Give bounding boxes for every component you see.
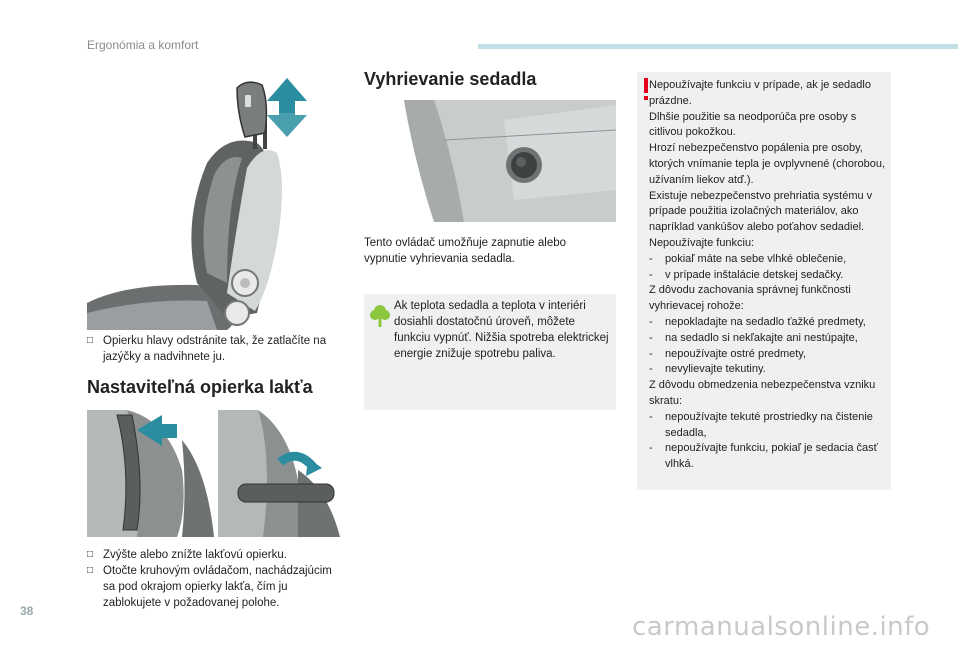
dash-mark: - [649,347,653,360]
warning-line: Existuje nebezpečenstvo prehriatia systému v prípade použitia izolačných materiálov, ako napríklad vankúšov alebo poťahov sedadiel. [649,189,873,234]
armrest-raise-illustration [87,410,214,537]
warning-dash-item [649,315,887,331]
headrest-caption: □ Opierku hlavy odstránite tak, že zatlačíte na jazýčky a nadvihnete ju. [87,335,327,363]
eco-tip-text: Ak teplota sedadla a teplota v interiéri dosiahli dostatočnú úroveň, môžete funkciu vypnúť. Nižšia spotreba elektrickej energie znižuje spotrebu paliva. [394,300,609,360]
warning-line: Dlhšie použitie sa neodporúča pre osoby s citlivou pokožkou. [649,110,857,139]
eco-tip-box [364,294,616,410]
warning-line: Z dôvodu zachovania správnej funkčnosti vyhrievacej rohože: [649,284,851,313]
dash-mark: - [649,268,653,281]
list-item: □ Otočte kruhovým ovládačom, nachádzajúcim sa pod okrajom opierky lakťa, čím ju zablokujete v požadovanej polohe. [87,565,332,609]
heating-title: Vyhrievanie sedadla [364,69,537,89]
warning-line: Nepoužívajte funkciu: [649,236,755,249]
seat-heating-control-illustration [364,100,616,222]
warning-box [637,72,891,490]
warning-dash-text: pokiaľ máte na sebe vlhké oblečenie, [665,252,847,265]
warning-dash-text: nepoužívajte ostré predmety, [665,347,807,360]
warning-dash-text: nevylievajte tekutiny. [665,363,766,376]
armrest-title: Nastaviteľná opierka lakťa [87,377,313,397]
dash-mark: - [649,331,653,344]
dash-mark: - [649,315,653,328]
heating-description: Tento ovládač umožňuje zapnutie alebo vypnutie vyhrievania sedadla. [364,237,567,265]
exclamation-icon [643,78,649,100]
armrest-instructions [87,547,345,611]
watermark: carmanualsonline.info [632,612,931,642]
check-box-icon: □ [87,549,94,560]
header-accent-bar [478,44,958,49]
warning-dash-item [649,331,887,347]
warning-dash-text: nepokladajte na sedadlo ťažké predmety, [665,315,866,328]
warning-dash-text: na sedadlo si nekľakajte ani nestúpajte, [665,331,858,344]
warning-dash-item [649,252,887,268]
headrest-illustration [87,73,339,330]
warning-content [649,78,887,473]
dash-mark: - [649,410,653,423]
warning-dash-item [649,268,887,284]
warning-line: Z dôvodu obmedzenia nebezpečenstva vzniku skratu: [649,379,876,407]
warning-line: Nepoužívajte funkciu v prípade, ak je sedadlo prázdne. [649,79,871,107]
warning-line: Hrozí nebezpečenstvo popálenia pre osoby, ktorých vnímanie tepla je ovplyvnené (chorobou, užívaním liekov atď.). [649,142,886,186]
headrest-caption-list [87,333,343,365]
armrest-lock-illustration [218,410,340,537]
page-number: 38 [20,604,34,618]
warning-dash-text: v prípade inštalácie detskej sedačky. [665,268,844,281]
dash-mark: - [649,252,653,265]
dash-mark: - [649,363,653,376]
warning-dash-item [649,347,887,363]
check-box-icon: □ [87,565,94,576]
warning-dash-item [649,441,887,473]
section-title: Ergonómia a komfort [87,38,199,52]
warning-dash-item [649,362,887,378]
check-box-icon: □ [87,335,94,346]
warning-dash-text: nepoužívajte tekuté prostriedky na čistenie sedadla, [665,410,873,439]
dash-mark: - [649,442,653,455]
warning-dash-text: nepoužívajte funkciu, pokiaľ je sedacia časť vlhká. [665,442,878,471]
tree-eco-icon [370,304,390,328]
warning-dash-item [649,410,887,442]
list-item: □ Zvýšte alebo znížte lakťovú opierku. [87,549,287,561]
